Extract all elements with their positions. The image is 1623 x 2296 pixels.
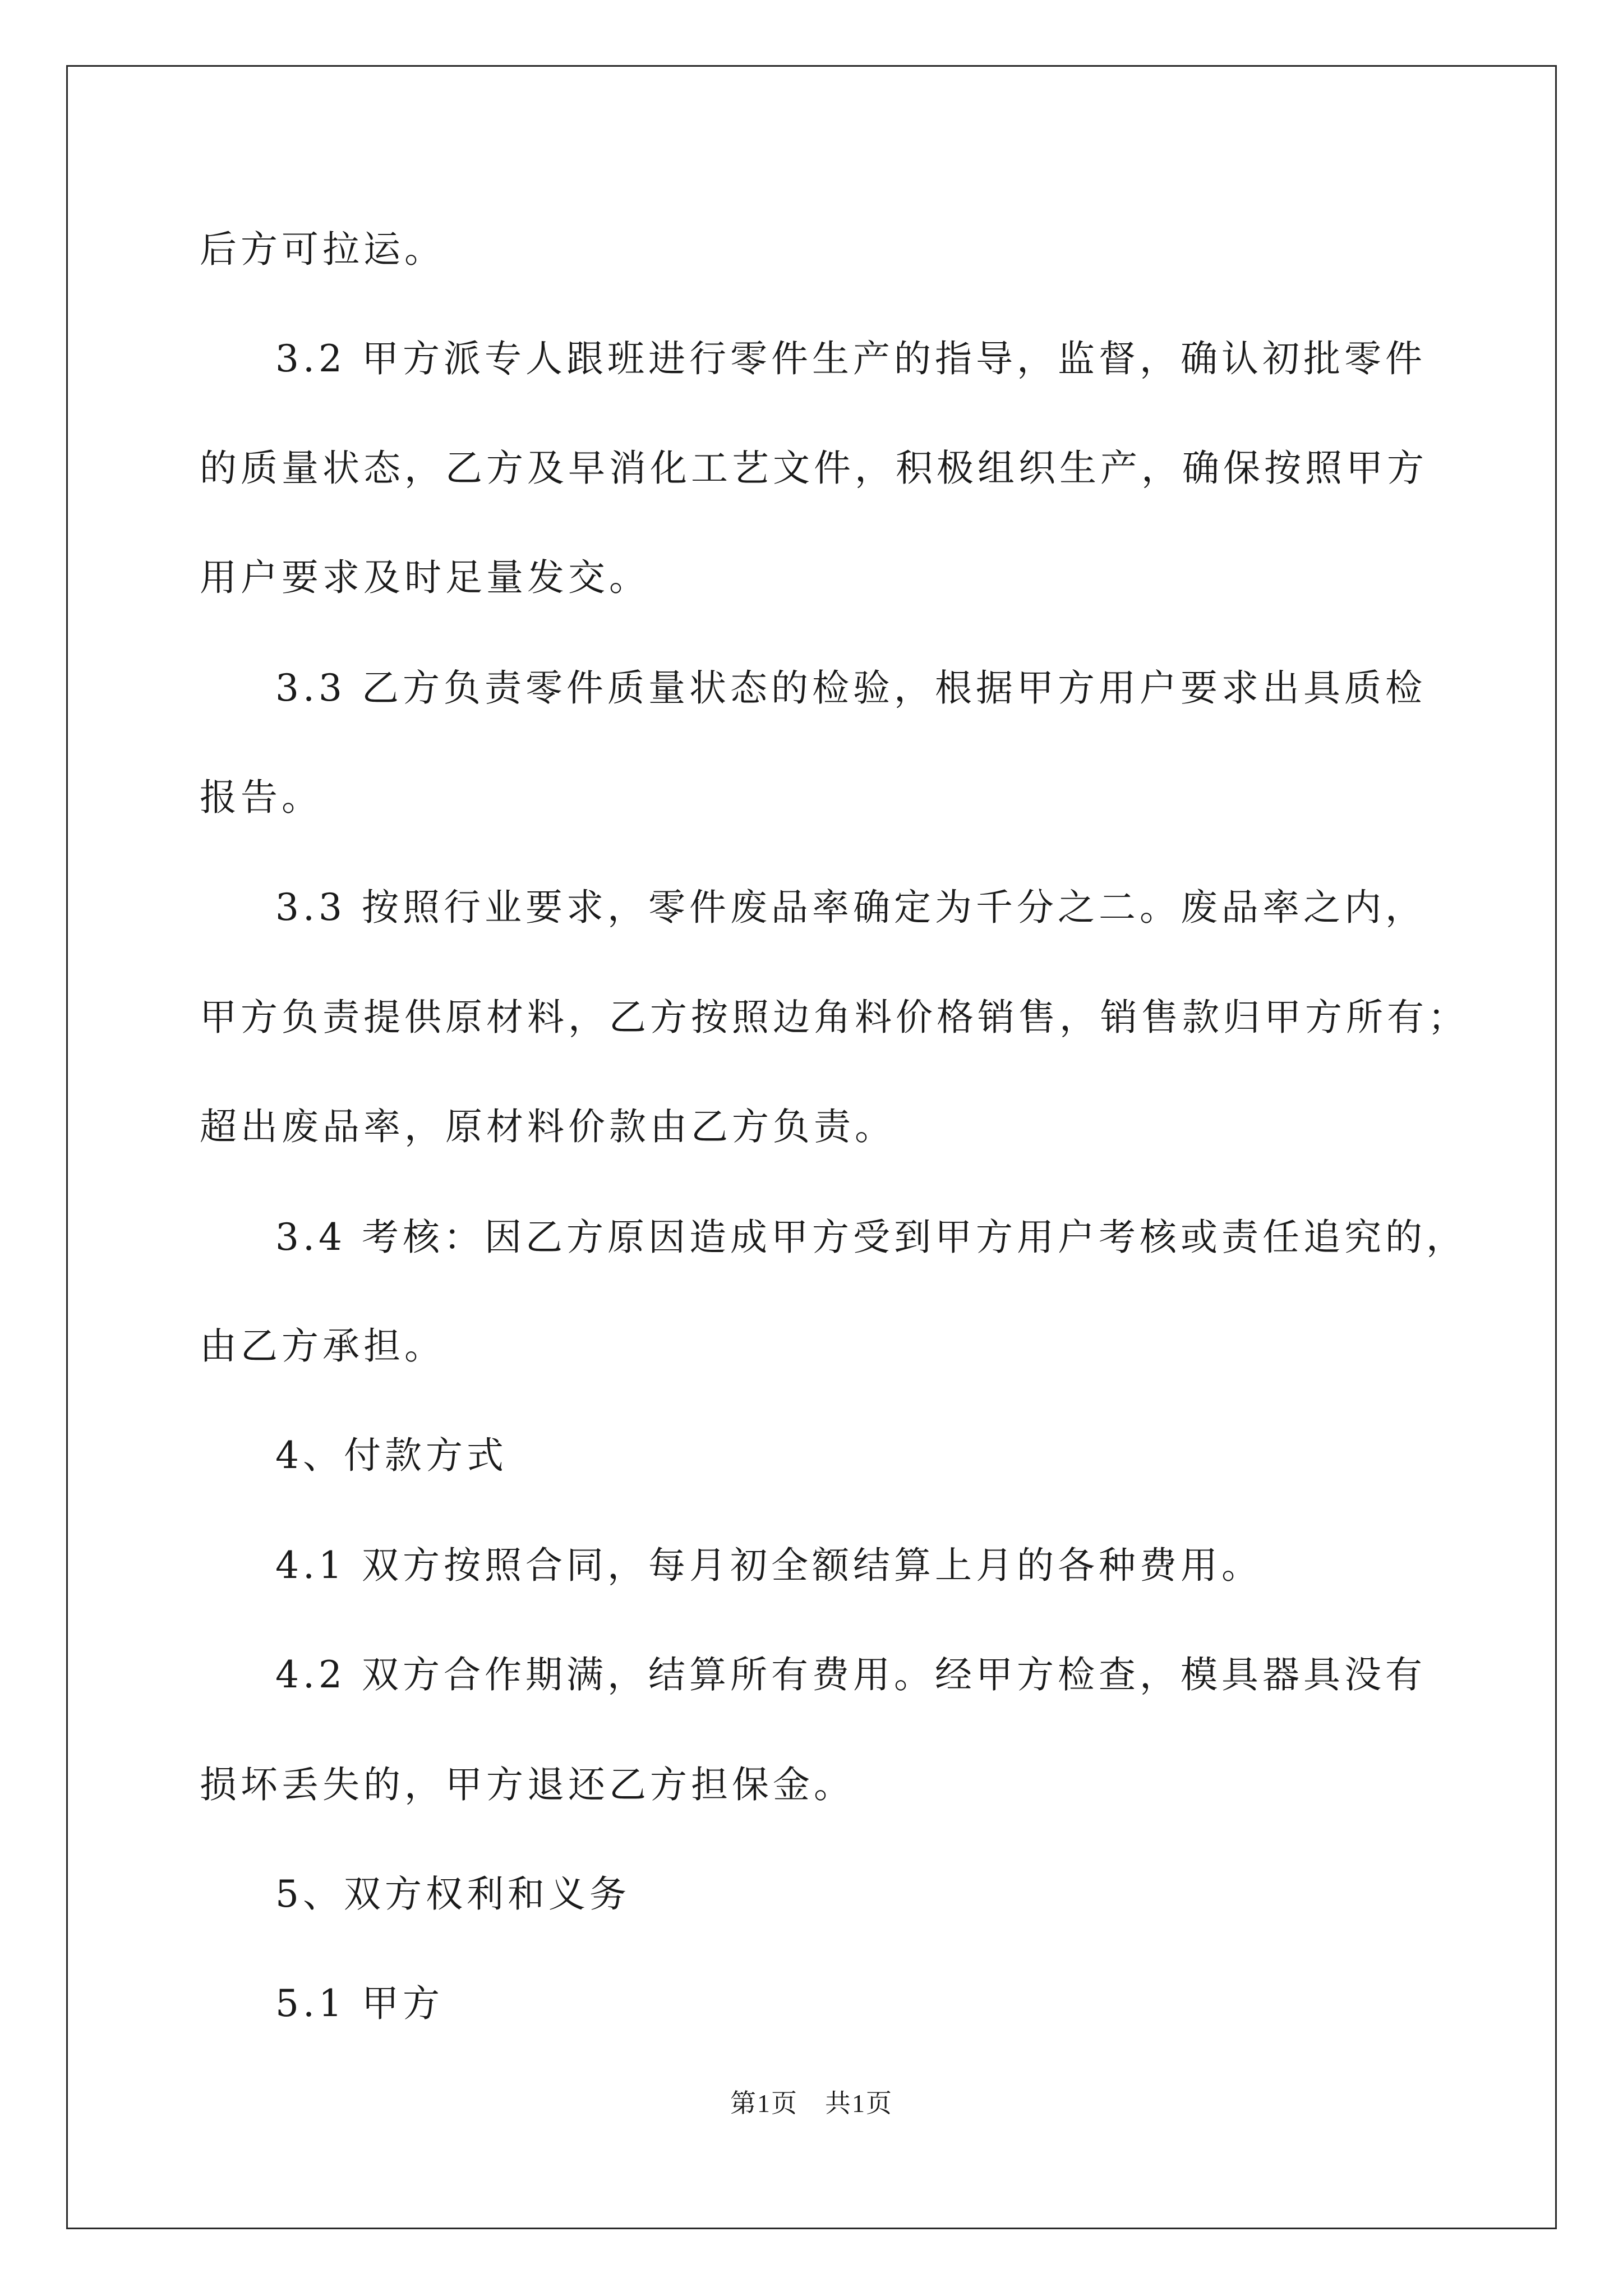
text-line-8: 甲方负责提供原材料，乙方按照边角料价格销售，销售款归甲方所有； xyxy=(200,996,1469,1039)
text-line-4: 用户要求及时足量发交。 xyxy=(200,556,650,599)
text-line-15: 损坏丢失的，甲方退还乙方担保金。 xyxy=(200,1763,855,1806)
section-heading-4: 4、付款方式 xyxy=(275,1434,508,1477)
text-line-3: 的质量状态，乙方及早消化工艺文件，积极组织生产，确保按照甲方 xyxy=(200,447,1428,490)
text-line-1: 后方可拉运。 xyxy=(200,228,445,271)
text-line-6: 报告。 xyxy=(200,776,322,819)
text-line-7: 3.3 按照行业要求，零件废品率确定为千分之二。废品率之内， xyxy=(275,886,1426,929)
page-number-footer: 第1页 共1页 xyxy=(730,2089,893,2118)
section-heading-5: 5、双方权利和义务 xyxy=(275,1872,630,1916)
text-line-13: 4.1 双方按照合同，每月初全额结算上月的各种费用。 xyxy=(275,1544,1262,1587)
text-line-2: 3.2 甲方派专人跟班进行零件生产的指导，监督，确认初批零件 xyxy=(275,337,1426,380)
text-line-9: 超出废品率，原材料价款由乙方负责。 xyxy=(200,1105,896,1148)
text-line-14: 4.2 双方合作期满，结算所有费用。经甲方检查，模具器具没有 xyxy=(275,1653,1426,1696)
text-line-10: 3.4 考核：因乙方原因造成甲方受到甲方用户考核或责任追究的， xyxy=(275,1216,1467,1259)
text-line-17: 5.1 甲方 xyxy=(275,1982,444,2025)
text-line-11: 由乙方承担。 xyxy=(200,1324,445,1368)
text-line-5: 3.3 乙方负责零件质量状态的检验，根据甲方用户要求出具质检 xyxy=(275,666,1426,710)
